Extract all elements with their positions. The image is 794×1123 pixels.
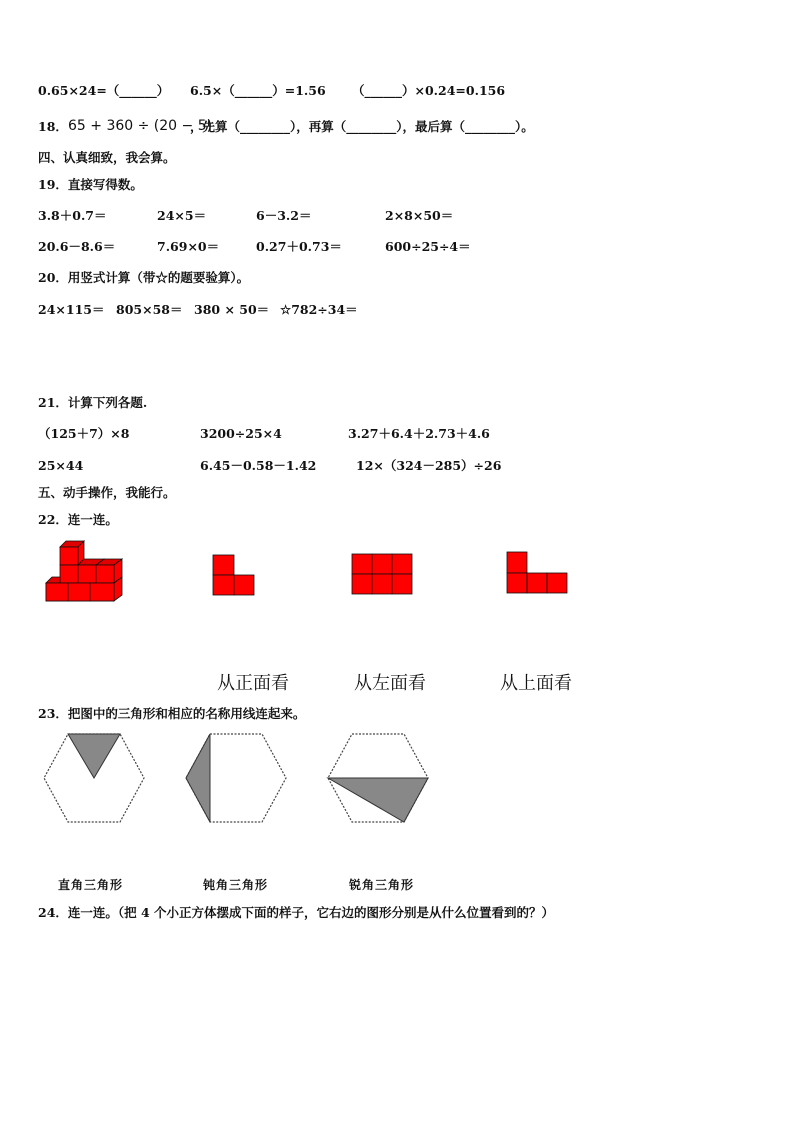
q19-item: 6－3.2＝ bbox=[256, 208, 312, 223]
q20-title: 20．用竖式计算（带☆的题要验算）。 bbox=[38, 270, 250, 285]
view-shape-2x3-grid bbox=[351, 553, 413, 595]
q20-item: 805×58＝ bbox=[116, 302, 183, 317]
view-shape-l-wide bbox=[506, 551, 568, 594]
q21-item: 3200÷25×4 bbox=[200, 426, 282, 441]
q18-number: 18． bbox=[38, 119, 68, 134]
q19-title: 19．直接写得数。 bbox=[38, 177, 143, 192]
q18-question: ，先算（________），再算（________），最后算（________）。 bbox=[190, 119, 534, 134]
q19-item: 600÷25÷4＝ bbox=[385, 239, 471, 254]
q20-item: 380 × 50＝ bbox=[194, 302, 270, 317]
section-4-heading: 四、认真细致，我会算。 bbox=[38, 150, 176, 165]
q21-item: 25×44 bbox=[38, 458, 84, 473]
q19-item: 20.6－8.6＝ bbox=[38, 239, 116, 254]
view-shape-l-small bbox=[212, 554, 256, 596]
cube-stack-3d bbox=[44, 541, 126, 603]
hexagon-acute-top bbox=[42, 732, 146, 824]
q21-item: 3.27＋6.4＋2.73＋4.6 bbox=[348, 426, 490, 441]
q24-title: 24．连一连。（把 4 个小正方体摆成下面的样子，它右边的图形分别是从什么位置看到的？） bbox=[38, 905, 555, 920]
q18-expression: 65 + 360 ÷ (20 − 5) bbox=[68, 118, 213, 134]
triangle-name-acute: 锐角三角形 bbox=[349, 878, 415, 892]
triangle-name-right: 直角三角形 bbox=[58, 878, 124, 892]
q22-title: 22．连一连。 bbox=[38, 512, 118, 527]
q23-title: 23．把图中的三角形和相应的名称用线连起来。 bbox=[38, 706, 306, 721]
q19-item: 3.8＋0.7＝ bbox=[38, 208, 107, 223]
q21-item: 6.45－0.58－1.42 bbox=[200, 458, 317, 473]
fill-blank-1: 0.65×24=（______） bbox=[38, 83, 170, 98]
q20-item: ☆782÷34＝ bbox=[280, 302, 358, 317]
q21-item: 12×（324－285）÷26 bbox=[356, 458, 502, 473]
q21-item: （125＋7）×8 bbox=[38, 426, 130, 441]
view-label-top: 从上面看 bbox=[500, 673, 572, 694]
q20-item: 24×115＝ bbox=[38, 302, 105, 317]
q21-title: 21．计算下列各题. bbox=[38, 395, 148, 410]
triangle-name-obtuse: 钝角三角形 bbox=[203, 878, 269, 892]
section-5-heading: 五、动手操作，我能行。 bbox=[38, 485, 176, 500]
q19-item: 7.69×0＝ bbox=[157, 239, 220, 254]
hexagon-half-left bbox=[184, 732, 288, 824]
q19-item: 24×5＝ bbox=[157, 208, 207, 223]
fill-blank-2: 6.5×（______）=1.56 bbox=[190, 83, 326, 98]
q19-item: 2×8×50＝ bbox=[385, 208, 454, 223]
fill-blank-3: （______）×0.24=0.156 bbox=[352, 83, 506, 98]
view-label-left: 从左面看 bbox=[354, 673, 426, 694]
hexagon-obtuse-cut bbox=[326, 732, 430, 824]
q19-item: 0.27＋0.73＝ bbox=[256, 239, 342, 254]
view-label-front: 从正面看 bbox=[217, 673, 289, 694]
